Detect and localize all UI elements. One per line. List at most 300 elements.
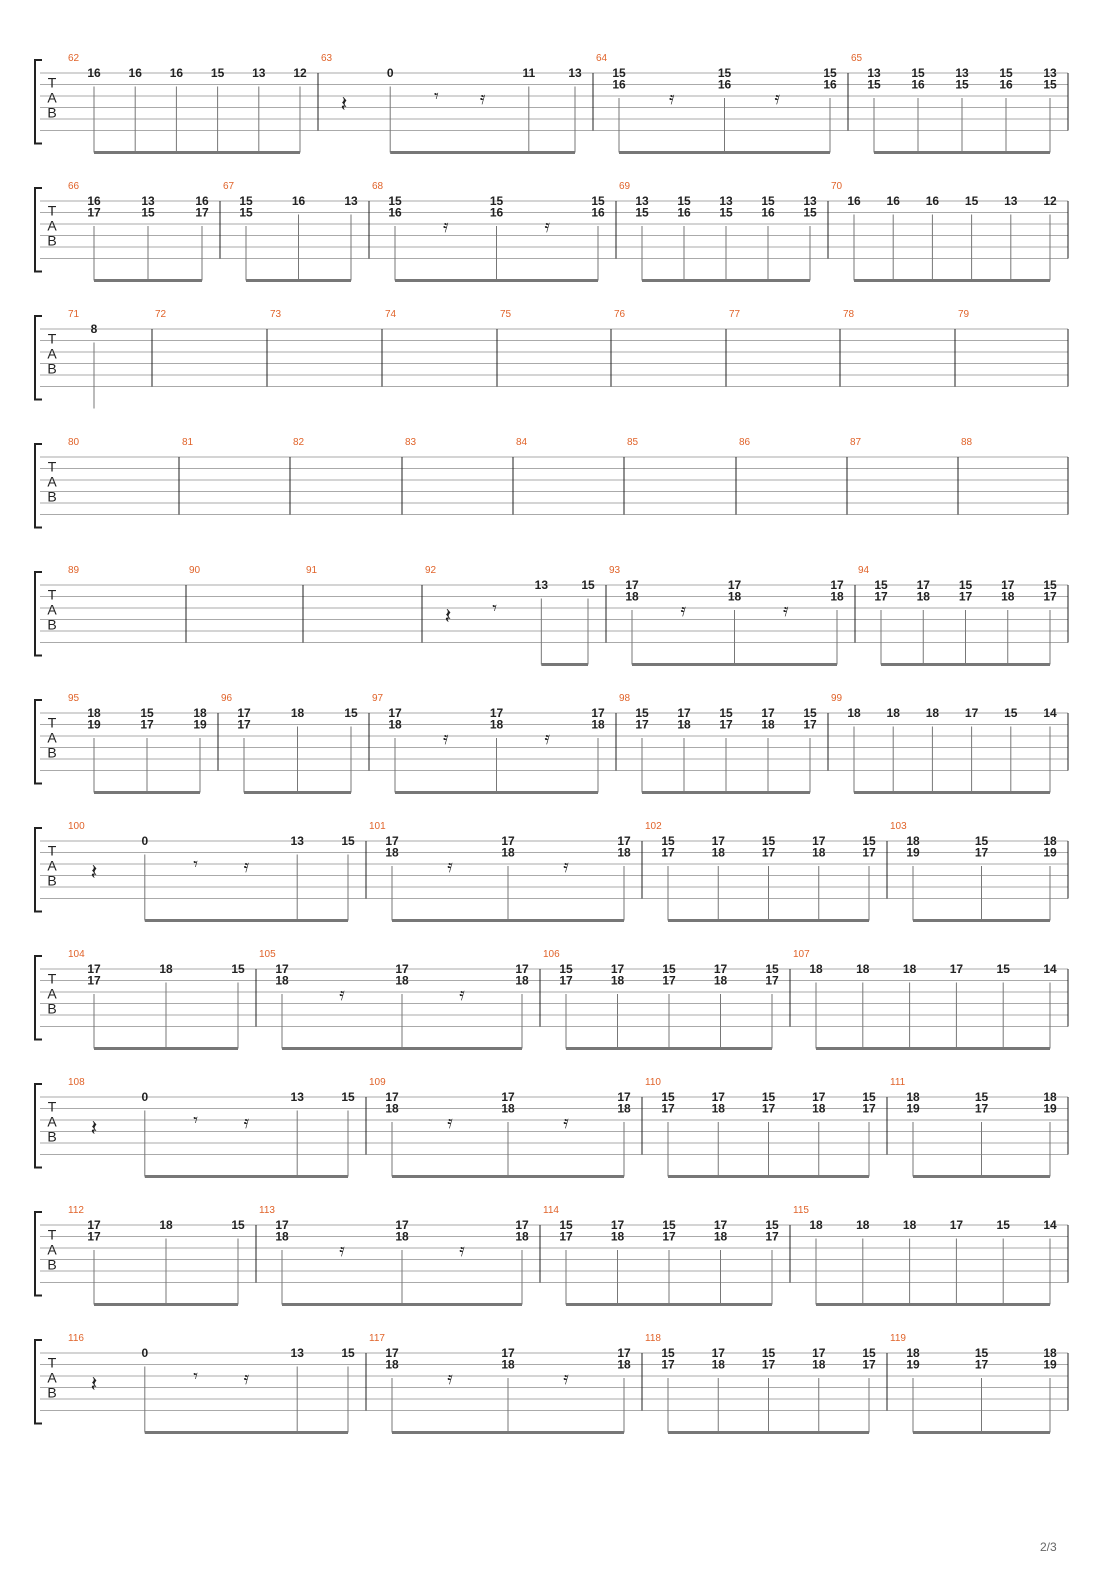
fret-number: 15 [635, 706, 649, 720]
fret-number: 17 [501, 1346, 515, 1360]
fret-number: 15 [1043, 77, 1057, 92]
measure-number: 116 [68, 1333, 84, 1344]
tab-system [35, 821, 1068, 921]
tab-clef-letter: B [47, 1000, 57, 1017]
fret-number: 19 [1043, 845, 1057, 860]
measure-number: 104 [68, 949, 85, 960]
fret-number: 17 [830, 578, 844, 592]
measure-number: 87 [850, 437, 862, 448]
fret-number: 17 [761, 845, 776, 860]
fret-number: 18 [809, 962, 823, 976]
fret-number: 14 [1043, 706, 1057, 720]
fret-number: 17 [661, 1101, 675, 1116]
fret-number: 15 [761, 1346, 776, 1360]
fret-number: 18 [1043, 1346, 1057, 1360]
tab-clef-letter: A [47, 985, 57, 1002]
fret-number: 18 [886, 706, 900, 720]
fret-number: 17 [87, 205, 101, 220]
tab-clef-letter: A [47, 601, 57, 618]
fret-number: 15 [999, 66, 1013, 80]
fret-number: 15 [231, 1218, 245, 1232]
tab-system [35, 949, 1068, 1049]
fret-number: 18 [847, 706, 861, 720]
tab-system [35, 181, 1068, 281]
fret-number: 17 [803, 717, 817, 732]
fret-number: 17 [87, 1218, 101, 1232]
fret-number: 13 [290, 834, 304, 848]
fret-number: 17 [662, 973, 676, 988]
tab-clef-letter: A [47, 857, 57, 874]
measure-number: 114 [543, 1205, 559, 1216]
fret-number: 18 [275, 1229, 289, 1244]
fret-number: 17 [617, 1090, 631, 1104]
fret-number: 15 [964, 194, 979, 208]
fret-number: 13 [803, 194, 817, 208]
tab-clef-letter: A [47, 729, 57, 746]
fret-number: 18 [617, 1101, 631, 1116]
fret-number: 18 [610, 973, 625, 988]
fret-number: 18 [856, 1218, 870, 1232]
fret-number: 15 [996, 962, 1010, 976]
fret-number: 15 [388, 194, 402, 208]
fret-number: 18 [87, 706, 101, 720]
fret-number: 16 [999, 77, 1013, 92]
measure-number: 112 [68, 1205, 84, 1216]
measure-number: 95 [68, 693, 80, 704]
fret-number: 17 [395, 1218, 409, 1232]
fret-number: 16 [489, 205, 504, 220]
tab-clef-letter: A [47, 1241, 57, 1258]
fret-number: 17 [862, 845, 876, 860]
fret-number: 17 [87, 973, 101, 988]
fret-number: 0 [141, 1346, 149, 1360]
quarter-rest-icon: 𝄽 [90, 1372, 98, 1398]
fret-number: 17 [761, 1101, 776, 1116]
measure-number: 117 [369, 1333, 385, 1344]
tab-clef-letter: T [47, 842, 57, 859]
sixteenth-rest-icon: 𝄿 [563, 856, 569, 877]
fret-number: 16 [169, 66, 184, 80]
sixteenth-rest-icon: 𝄿 [563, 1368, 569, 1389]
fret-number: 17 [237, 706, 251, 720]
measure-number: 92 [425, 565, 437, 576]
measure-number: 78 [843, 309, 855, 320]
tab-clef-letter: T [47, 586, 57, 603]
fret-number: 17 [559, 973, 573, 988]
fret-number: 16 [847, 194, 861, 208]
tab-system [35, 53, 1068, 153]
fret-number: 15 [823, 66, 837, 80]
measure-number: 118 [645, 1333, 661, 1344]
tab-clef-letter: A [47, 217, 57, 234]
fret-number: 17 [591, 706, 605, 720]
fret-number: 15 [635, 205, 649, 220]
fret-number: 15 [341, 1090, 355, 1104]
fret-number: 19 [906, 1101, 920, 1116]
tab-clef-letter: B [47, 1128, 57, 1145]
fret-number: 18 [193, 706, 207, 720]
fret-number: 17 [275, 962, 289, 976]
fret-number: 18 [395, 1229, 409, 1244]
tab-clef-letter: T [47, 1354, 57, 1371]
measure-number: 64 [596, 53, 608, 64]
measure-number: 106 [543, 949, 560, 960]
fret-number: 17 [515, 1218, 529, 1232]
measure-number: 94 [858, 565, 870, 576]
measure-number: 102 [645, 821, 662, 832]
tab-clef-letter: T [47, 330, 57, 347]
sixteenth-rest-icon: 𝄿 [563, 1112, 569, 1133]
fret-number: 16 [925, 194, 940, 208]
fret-number: 15 [765, 1218, 779, 1232]
fret-number: 12 [1043, 194, 1057, 208]
measure-number: 111 [890, 1077, 906, 1088]
fret-number: 16 [761, 205, 775, 220]
sixteenth-rest-icon: 𝄿 [544, 216, 551, 237]
fret-number: 17 [711, 834, 725, 848]
fret-number: 13 [141, 194, 155, 208]
fret-number: 15 [803, 205, 817, 220]
fret-number: 17 [949, 1218, 964, 1232]
tab-clef-letter: A [47, 345, 57, 362]
eighth-rest-icon: 𝄾 [193, 1110, 198, 1131]
fret-number: 17 [958, 589, 973, 604]
fret-number: 13 [344, 194, 358, 208]
fret-number: 15 [719, 706, 733, 720]
fret-number: 18 [761, 717, 775, 732]
tab-clef-letter: A [47, 473, 57, 490]
fret-number: 17 [625, 578, 639, 592]
fret-number: 17 [964, 706, 979, 720]
fret-number: 18 [388, 717, 402, 732]
tab-clef-letter: B [47, 232, 57, 249]
quarter-rest-icon: 𝄽 [340, 92, 348, 118]
fret-number: 17 [1001, 578, 1015, 592]
fret-number: 17 [812, 1346, 826, 1360]
fret-number: 18 [385, 1101, 399, 1116]
sixteenth-rest-icon: 𝄿 [680, 600, 687, 621]
fret-number: 15 [974, 1090, 989, 1104]
tab-clef-letter: B [47, 360, 57, 377]
tab-clef-letter: B [47, 104, 57, 121]
fret-number: 16 [717, 77, 732, 92]
measure-number: 101 [369, 821, 386, 832]
fret-number: 18 [501, 1101, 515, 1116]
fret-number: 17 [385, 834, 399, 848]
fret-number: 15 [862, 1346, 876, 1360]
sixteenth-rest-icon: 𝄿 [339, 1240, 345, 1261]
measure-number: 99 [831, 693, 843, 704]
tab-system [35, 565, 1068, 665]
measure-number: 85 [627, 437, 639, 448]
fret-number: 17 [617, 834, 631, 848]
fret-number: 15 [862, 834, 876, 848]
measure-number: 113 [259, 1205, 275, 1216]
measure-number: 66 [68, 181, 80, 192]
tab-clef-letter: B [47, 1384, 57, 1401]
sixteenth-rest-icon: 𝄿 [243, 1112, 250, 1133]
sixteenth-rest-icon: 𝄿 [447, 1368, 453, 1389]
fret-number: 18 [902, 962, 917, 976]
measure-number: 103 [890, 821, 907, 832]
fret-number: 15 [239, 205, 253, 220]
measure-number: 97 [372, 693, 384, 704]
fret-number: 18 [916, 589, 930, 604]
fret-number: 18 [625, 589, 639, 604]
fret-number: 15 [761, 834, 776, 848]
fret-number: 17 [610, 1218, 625, 1232]
fret-number: 15 [210, 66, 225, 80]
fret-number: 17 [677, 706, 691, 720]
fret-number: 18 [515, 973, 529, 988]
fret-number: 17 [87, 1229, 101, 1244]
fret-number: 17 [661, 845, 675, 860]
fret-number: 15 [239, 194, 253, 208]
fret-number: 13 [955, 66, 969, 80]
fret-number: 15 [141, 205, 155, 220]
fret-number: 18 [591, 717, 605, 732]
fret-number: 18 [290, 706, 305, 720]
fret-number: 15 [661, 1346, 675, 1360]
fret-number: 17 [385, 1090, 399, 1104]
tab-clef-letter: T [47, 714, 57, 731]
fret-number: 16 [612, 77, 626, 92]
eighth-rest-icon: 𝄾 [193, 1366, 198, 1387]
fret-number: 19 [87, 717, 101, 732]
measure-number: 75 [500, 309, 512, 320]
measure-number: 65 [851, 53, 863, 64]
fret-number: 18 [809, 1218, 823, 1232]
fret-number: 18 [617, 845, 631, 860]
fret-number: 17 [711, 1346, 725, 1360]
measure-number: 93 [609, 565, 621, 576]
fret-number: 15 [489, 194, 504, 208]
quarter-rest-icon: 𝄽 [90, 860, 98, 886]
fret-number: 18 [830, 589, 844, 604]
fret-number: 17 [559, 1229, 573, 1244]
fret-number: 15 [874, 578, 888, 592]
measure-number: 119 [890, 1333, 906, 1344]
measure-number: 73 [270, 309, 282, 320]
fret-number: 15 [1043, 578, 1057, 592]
fret-number: 15 [974, 1346, 989, 1360]
fret-number: 15 [974, 834, 989, 848]
fret-number: 17 [812, 1090, 826, 1104]
measure-number: 88 [961, 437, 973, 448]
tab-clef-letter: T [47, 1098, 57, 1115]
sixteenth-rest-icon: 𝄿 [479, 88, 486, 109]
fret-number: 13 [252, 66, 266, 80]
fret-number: 15 [231, 962, 245, 976]
tab-clef-letter: A [47, 1113, 57, 1130]
fret-number: 15 [955, 77, 969, 92]
fret-number: 16 [823, 77, 837, 92]
fret-number: 17 [617, 1346, 631, 1360]
fret-number: 15 [591, 194, 605, 208]
measure-number: 71 [68, 309, 80, 320]
sixteenth-rest-icon: 𝄿 [459, 1240, 465, 1261]
fret-number: 15 [803, 706, 817, 720]
fret-number: 17 [713, 1218, 728, 1232]
fret-number: 17 [761, 1357, 776, 1372]
measure-number: 109 [369, 1077, 386, 1088]
fret-number: 15 [911, 66, 925, 80]
measure-number: 91 [306, 565, 318, 576]
measure-number: 98 [619, 693, 631, 704]
fret-number: 17 [501, 834, 515, 848]
fret-number: 19 [1043, 1357, 1057, 1372]
fret-number: 18 [856, 962, 870, 976]
measure-number: 96 [221, 693, 233, 704]
fret-number: 17 [719, 717, 733, 732]
fret-number: 13 [1043, 66, 1057, 80]
measure-number: 89 [68, 565, 80, 576]
fret-number: 15 [662, 1218, 676, 1232]
fret-number: 18 [159, 1218, 173, 1232]
sixteenth-rest-icon: 𝄿 [774, 88, 781, 109]
fret-number: 17 [635, 717, 649, 732]
fret-number: 18 [902, 1218, 917, 1232]
fret-number: 18 [711, 845, 725, 860]
fret-number: 15 [1004, 706, 1018, 720]
fret-number: 15 [140, 706, 154, 720]
measure-number: 83 [405, 437, 417, 448]
fret-number: 15 [862, 1090, 876, 1104]
fret-number: 18 [385, 845, 399, 860]
fret-number: 15 [958, 578, 973, 592]
sixteenth-rest-icon: 𝄿 [442, 728, 449, 749]
fret-number: 15 [661, 834, 675, 848]
measure-number: 68 [372, 181, 384, 192]
measure-number: 115 [793, 1205, 809, 1216]
fret-number: 16 [128, 66, 142, 80]
fret-number: 17 [862, 1101, 876, 1116]
measure-number: 62 [68, 53, 80, 64]
fret-number: 18 [713, 1229, 728, 1244]
fret-number: 17 [765, 1229, 779, 1244]
fret-number: 17 [395, 962, 409, 976]
measure-number: 67 [223, 181, 235, 192]
fret-number: 19 [906, 845, 920, 860]
fret-number: 17 [662, 1229, 676, 1244]
tab-system [35, 693, 1068, 793]
fret-number: 17 [974, 845, 989, 860]
fret-number: 15 [761, 194, 775, 208]
fret-number: 17 [862, 1357, 876, 1372]
fret-number: 13 [719, 194, 733, 208]
measure-number: 77 [729, 309, 741, 320]
sixteenth-rest-icon: 𝄿 [243, 856, 250, 877]
fret-number: 13 [1004, 194, 1018, 208]
fret-number: 18 [1001, 589, 1015, 604]
fret-number: 15 [559, 962, 573, 976]
fret-number: 18 [515, 1229, 529, 1244]
fret-number: 15 [719, 205, 733, 220]
tab-system [35, 437, 1068, 528]
fret-number: 17 [1043, 589, 1057, 604]
sixteenth-rest-icon: 𝄿 [243, 1368, 250, 1389]
fret-number: 16 [87, 66, 101, 80]
tab-clef-letter: B [47, 1256, 57, 1273]
measure-number: 100 [68, 821, 85, 832]
measure-number: 108 [68, 1077, 85, 1088]
fret-number: 16 [195, 194, 209, 208]
fret-number: 17 [974, 1101, 989, 1116]
fret-number: 17 [916, 578, 930, 592]
fret-number: 16 [886, 194, 900, 208]
fret-number: 18 [727, 589, 742, 604]
fret-number: 18 [501, 1357, 515, 1372]
fret-number: 18 [711, 1357, 725, 1372]
fret-number: 17 [765, 973, 779, 988]
fret-number: 15 [341, 834, 355, 848]
fret-number: 15 [559, 1218, 573, 1232]
fret-number: 18 [1043, 834, 1057, 848]
sixteenth-rest-icon: 𝄿 [668, 88, 675, 109]
fret-number: 16 [911, 77, 925, 92]
fret-number: 17 [761, 706, 775, 720]
measure-number: 81 [182, 437, 194, 448]
fret-number: 18 [677, 717, 691, 732]
fret-number: 18 [812, 1101, 826, 1116]
eighth-rest-icon: 𝄾 [434, 86, 439, 107]
eighth-rest-icon: 𝄾 [193, 854, 198, 875]
tab-clef-letter: B [47, 744, 57, 761]
fret-number: 13 [635, 194, 649, 208]
fret-number: 17 [515, 962, 529, 976]
measure-number: 110 [645, 1077, 661, 1088]
fret-number: 17 [501, 1090, 515, 1104]
tab-clef-letter: T [47, 1226, 57, 1243]
fret-number: 18 [906, 834, 920, 848]
measure-number: 72 [155, 309, 167, 320]
fret-number: 17 [140, 717, 154, 732]
measure-number: 82 [293, 437, 305, 448]
fret-number: 17 [237, 717, 251, 732]
fret-number: 15 [344, 706, 358, 720]
measure-number: 107 [793, 949, 810, 960]
fret-number: 12 [293, 66, 307, 80]
fret-number: 17 [974, 1357, 989, 1372]
tab-system [35, 1333, 1068, 1433]
fret-number: 14 [1043, 1218, 1057, 1232]
fret-number: 18 [812, 845, 826, 860]
fret-number: 16 [388, 205, 402, 220]
tab-clef-letter: T [47, 970, 57, 987]
fret-number: 8 [90, 322, 98, 336]
fret-number: 18 [395, 973, 409, 988]
tab-clef-letter: B [47, 872, 57, 889]
tab-clef-letter: A [47, 89, 57, 106]
fret-number: 0 [386, 66, 394, 80]
fret-number: 15 [717, 66, 732, 80]
fret-number: 15 [661, 1090, 675, 1104]
fret-number: 13 [534, 578, 549, 592]
fret-number: 13 [290, 1090, 304, 1104]
measure-number: 69 [619, 181, 631, 192]
measure-number: 63 [321, 53, 333, 64]
fret-number: 17 [388, 706, 402, 720]
sixteenth-rest-icon: 𝄿 [544, 728, 551, 749]
tab-clef-letter: T [47, 202, 57, 219]
fret-number: 19 [906, 1357, 920, 1372]
fret-number: 18 [275, 973, 289, 988]
sixteenth-rest-icon: 𝄿 [442, 216, 449, 237]
fret-number: 16 [591, 205, 605, 220]
fret-number: 15 [761, 1090, 776, 1104]
fret-number: 15 [662, 962, 676, 976]
fret-number: 16 [87, 194, 101, 208]
